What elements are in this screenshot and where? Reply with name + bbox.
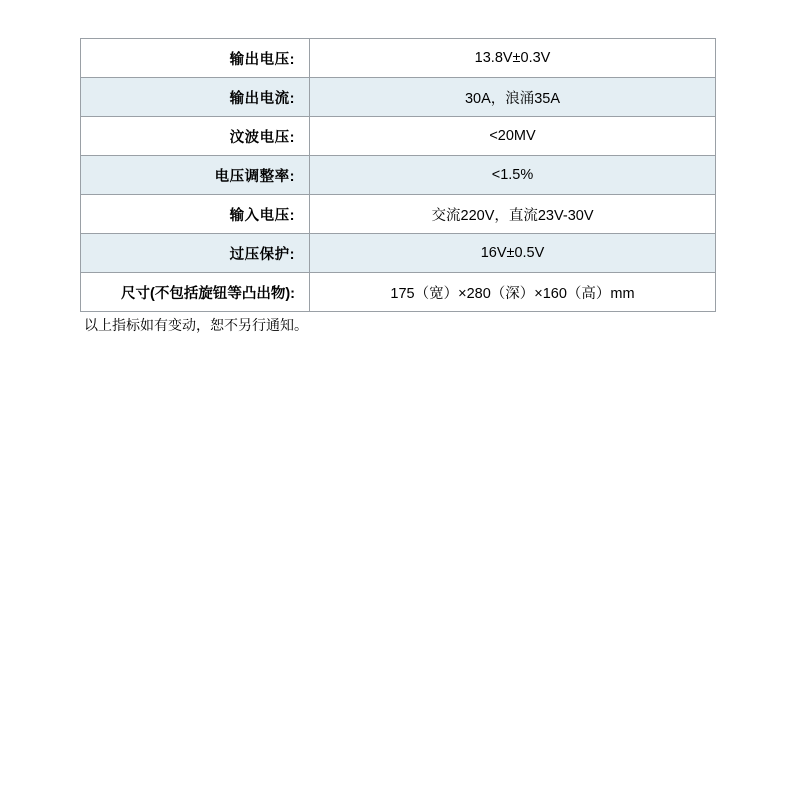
table-row (81, 39, 716, 78)
row-label: 电压调整率: (81, 156, 310, 195)
row-label: 尺寸(不包括旋钮等凸出物): (81, 273, 310, 312)
row-label: 过压保护: (81, 234, 310, 273)
row-label: 输入电压: (81, 195, 310, 234)
table-row (81, 234, 716, 273)
row-value: 175（宽）×280（深）×160（高）mm (310, 273, 716, 312)
table-row (81, 78, 716, 117)
table-row (81, 156, 716, 195)
row-label: 汶波电压: (81, 117, 310, 156)
row-value: 交流220V，直流23V-30V (310, 195, 716, 234)
row-value: 16V±0.5V (310, 234, 716, 273)
row-label: 输出电流: (81, 78, 310, 117)
row-value: 13.8V±0.3V (310, 39, 716, 78)
specification-table (80, 38, 716, 312)
footnote: 以上指标如有变动，恕不另行通知。 (84, 317, 308, 333)
table-row (81, 117, 716, 156)
row-value: 30A，浪涌35A (310, 78, 716, 117)
row-value: <20MV (310, 117, 716, 156)
table-row (81, 273, 716, 312)
table-body (81, 39, 716, 312)
table-row (81, 195, 716, 234)
row-label: 输出电压: (81, 39, 310, 78)
row-value: <1.5% (310, 156, 716, 195)
